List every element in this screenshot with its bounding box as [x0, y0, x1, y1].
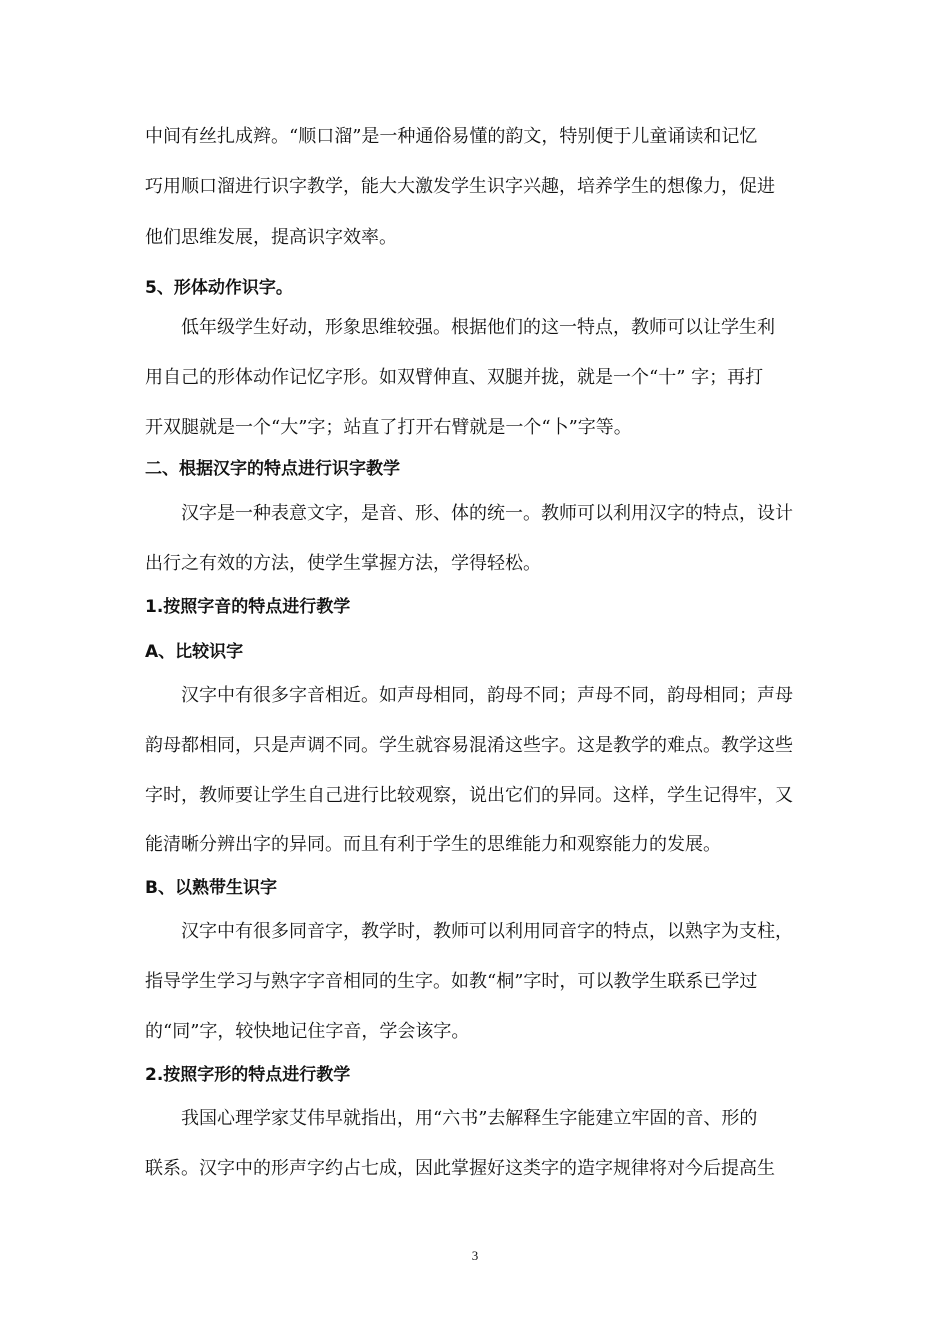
page-number: 3 [471, 1248, 479, 1263]
body-text-line: 他们思维发展，提高识字效率。 [145, 227, 397, 248]
body-text-line: 出行之有效的方法，使学生掌握方法，学得轻松。 [145, 553, 541, 574]
body-text-line: 巧用顺口溜进行识字教学，能大大激发学生识字兴趣，培养学生的想像力，促进 [145, 176, 775, 197]
body-text-line: 联系。汉字中的形声字约占七成，因此掌握好这类字的造字规律将对今后提高生 [145, 1158, 775, 1179]
subsection-heading: 1.按照字音的特点进行教学 [145, 597, 351, 617]
body-text-line: 用自己的形体动作记忆字形。如双臂伸直、双腿并拢，就是一个“十” 字；再打 [145, 367, 764, 388]
body-text-line: 汉字中有很多同音字，教学时，教师可以利用同音字的特点，以熟字为支柱， [181, 921, 793, 942]
section-heading: 二、根据汉字的特点进行识字教学 [145, 459, 400, 479]
section-heading: 5、形体动作识字。 [145, 278, 293, 298]
body-text-line: 低年级学生好动，形象思维较强。根据他们的这一特点，教师可以让学生利 [181, 317, 775, 338]
body-text-line: 能清晰分辨出字的异同。而且有利于学生的思维能力和观察能力的发展。 [145, 834, 721, 855]
body-text-line: 字时，教师要让学生自己进行比较观察，说出它们的异同。这样，学生记得牢，又 [145, 785, 793, 806]
body-text-line: 我国心理学家艾伟早就指出，用“六书”去解释生字能建立牢固的音、形的 [181, 1108, 758, 1129]
body-text-line: 中间有丝扎成辫。“顺口溜”是一种通俗易懂的韵文，特别便于儿童诵读和记忆 [145, 126, 758, 147]
subsection-heading: A、比较识字 [145, 642, 244, 662]
subsection-heading: 2.按照字形的特点进行教学 [145, 1065, 351, 1085]
body-text-line: 汉字中有很多字音相近。如声母相同，韵母不同；声母不同，韵母相同；声母 [181, 685, 793, 706]
body-text-line: 指导学生学习与熟字字音相同的生字。如教“桐”字时，可以教学生联系已学过 [145, 971, 758, 992]
body-text-line: 开双腿就是一个“大”字；站直了打开右臂就是一个“卜”字等。 [145, 417, 632, 438]
body-text-line: 韵母都相同，只是声调不同。学生就容易混淆这些字。这是教学的难点。教学这些 [145, 735, 793, 756]
body-text-line: 汉字是一种表意文字，是音、形、体的统一。教师可以利用汉字的特点，设计 [181, 503, 793, 524]
body-text-line: 的“同”字，较快地记住字音，学会该字。 [145, 1021, 470, 1042]
subsection-heading: B、以熟带生识字 [145, 878, 277, 898]
